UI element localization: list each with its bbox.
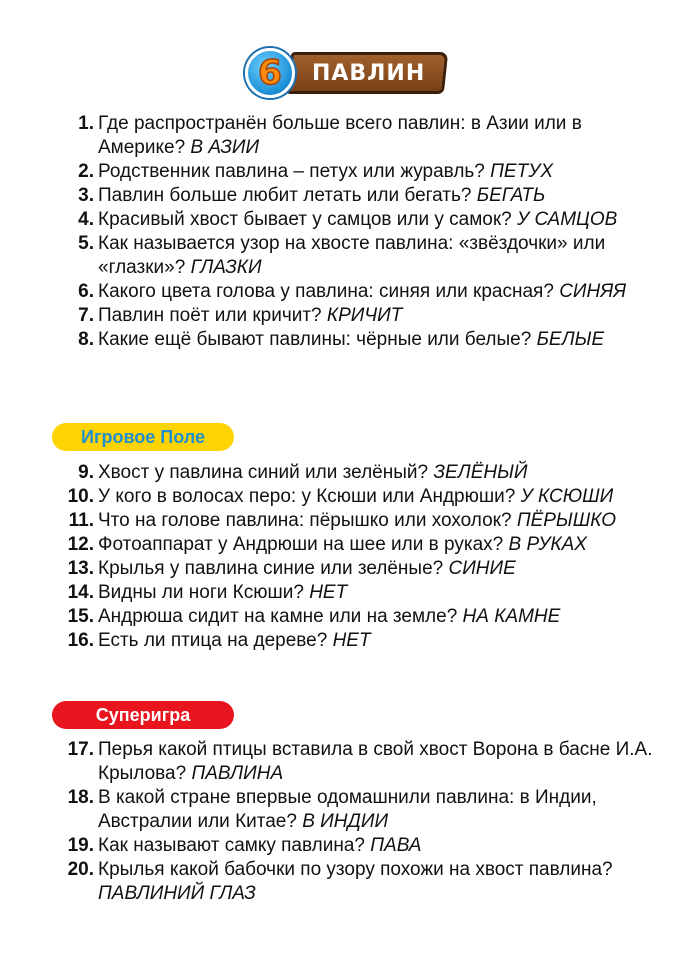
question-answer: ЗЕЛЁНЫЙ (433, 462, 528, 483)
question-prompt: Хвост у павлина синий или зелёный? (98, 462, 434, 483)
question-prompt: Андрюша сидит на камне или на земле? (98, 606, 463, 627)
question-text (98, 533, 663, 557)
question-item (52, 160, 663, 184)
question-item (52, 509, 663, 533)
question-answer: НА КАМНЕ (462, 606, 561, 627)
question-text (98, 786, 663, 834)
round-header (245, 48, 446, 98)
question-number: 20. (67, 859, 94, 880)
question-number: 6. (78, 281, 94, 302)
question-number: 8. (78, 329, 94, 350)
question-text (98, 485, 663, 509)
round-number: 6 (258, 53, 282, 93)
question-text (98, 557, 663, 581)
question-prompt: Крылья у павлина синие или зелёные? (98, 558, 449, 579)
question-text (98, 184, 663, 208)
question-item (52, 485, 663, 509)
question-answer: ПАВЛИНА (191, 763, 284, 784)
question-prompt: Где распространён больше всего павлин: в Азии или в Америке? (98, 113, 582, 158)
round-number-badge (245, 48, 295, 98)
question-number: 15. (67, 606, 94, 627)
question-item (52, 738, 663, 786)
question-item (52, 208, 663, 232)
question-answer: СИНИЕ (448, 558, 516, 579)
question-item (52, 557, 663, 581)
question-prompt: Павлин больше любит летать или бегать? (98, 185, 477, 206)
question-text (98, 581, 663, 605)
title-plank (287, 52, 449, 94)
question-number: 11. (68, 510, 94, 531)
question-item (52, 184, 663, 208)
question-number: 5. (78, 233, 94, 254)
question-number: 14. (67, 582, 94, 603)
question-answer: ПЕТУХ (490, 161, 554, 182)
question-item (52, 629, 663, 653)
question-prompt: Что на голове павлина: пёрышко или хохолок? (98, 510, 517, 531)
question-text (98, 280, 663, 304)
question-number: 19. (67, 835, 94, 856)
section-label-game-field (52, 423, 234, 451)
question-text (98, 208, 663, 232)
question-prompt: Фотоаппарат у Андрюши на шее или в руках? (98, 534, 509, 555)
question-answer: НЕТ (332, 630, 371, 651)
question-text (98, 328, 663, 352)
question-answer: У КСЮШИ (520, 486, 614, 507)
question-item (52, 858, 663, 906)
question-number: 2. (78, 161, 94, 182)
question-item (52, 328, 663, 352)
question-prompt: Перья какой птицы вставила в свой хвост Ворона в басне И.А. Крылова? (98, 739, 653, 784)
question-number: 16. (67, 630, 94, 651)
question-answer: БЕГАТЬ (476, 185, 546, 206)
question-prompt: Как называется узор на хвосте павлина: «звёздочки» или «глазки»? (98, 233, 606, 278)
question-prompt: В какой стране впервые одомашнили павлина: в Индии, Австралии или Китае? (98, 787, 597, 832)
question-prompt: Крылья какой бабочки по узору похожи на хвост павлина? (98, 859, 613, 880)
question-item (52, 280, 663, 304)
question-item (52, 581, 663, 605)
question-item (52, 786, 663, 834)
section-label-text: Игровое Поле (81, 426, 205, 447)
question-text (98, 509, 663, 533)
question-answer: В ИНДИИ (302, 811, 389, 832)
question-answer: БЕЛЫЕ (536, 329, 605, 350)
question-number: 7. (78, 305, 94, 326)
question-answer: НЕТ (309, 582, 348, 603)
question-prompt: Красивый хвост бывает у самцов или у самок? (98, 209, 518, 230)
question-answer: У САМЦОВ (517, 209, 618, 230)
question-text (98, 605, 663, 629)
question-number: 13. (67, 558, 94, 579)
question-text (98, 834, 663, 858)
question-number: 3. (78, 185, 94, 206)
questions-list-main (52, 112, 663, 352)
question-item (52, 112, 663, 160)
question-answer: В РУКАХ (508, 534, 587, 555)
question-item (52, 304, 663, 328)
question-prompt: Видны ли ноги Ксюши? (98, 582, 310, 603)
question-number: 18. (67, 787, 94, 808)
question-number: 17. (67, 739, 94, 760)
question-number: 10. (67, 486, 94, 507)
question-answer: ПЁРЫШКО (516, 510, 617, 531)
questions-list-supergame (52, 738, 663, 906)
question-prompt: Какого цвета голова у павлина: синяя или красная? (98, 281, 560, 302)
question-text (98, 461, 663, 485)
question-number: 1. (78, 113, 94, 134)
question-answer: ПАВА (370, 835, 422, 856)
question-item (52, 605, 663, 629)
question-answer: СИНЯЯ (559, 281, 627, 302)
question-text (98, 629, 663, 653)
question-answer: В АЗИИ (190, 137, 260, 158)
section-label-supergame (52, 701, 234, 729)
question-text (98, 858, 663, 906)
question-item (52, 834, 663, 858)
page-title: ПАВЛИН (312, 60, 426, 86)
question-text (98, 232, 663, 280)
question-prompt: Есть ли птица на дереве? (98, 630, 333, 651)
question-number: 4. (78, 209, 94, 230)
question-prompt: У кого в волосах перо: у Ксюши или Андрюши? (98, 486, 521, 507)
question-answer: КРИЧИТ (326, 305, 403, 326)
section-label-text: Суперигра (95, 704, 191, 725)
question-prompt: Как называют самку павлина? (98, 835, 371, 856)
questions-list-game-field (52, 461, 663, 653)
question-prompt: Павлин поёт или кричит? (98, 305, 327, 326)
question-prompt: Какие ещё бывают павлины: чёрные или белые? (98, 329, 537, 350)
question-item (52, 232, 663, 280)
question-text (98, 304, 663, 328)
question-item (52, 533, 663, 557)
question-text (98, 112, 663, 160)
question-prompt: Родственник павлина – петух или журавль? (98, 161, 491, 182)
question-number: 9. (78, 462, 94, 483)
question-item (52, 461, 663, 485)
question-answer: ГЛАЗКИ (190, 257, 262, 278)
question-text (98, 738, 663, 786)
question-text (98, 160, 663, 184)
question-number: 12. (67, 534, 94, 555)
question-answer: ПАВЛИНИЙ ГЛАЗ (98, 883, 256, 904)
